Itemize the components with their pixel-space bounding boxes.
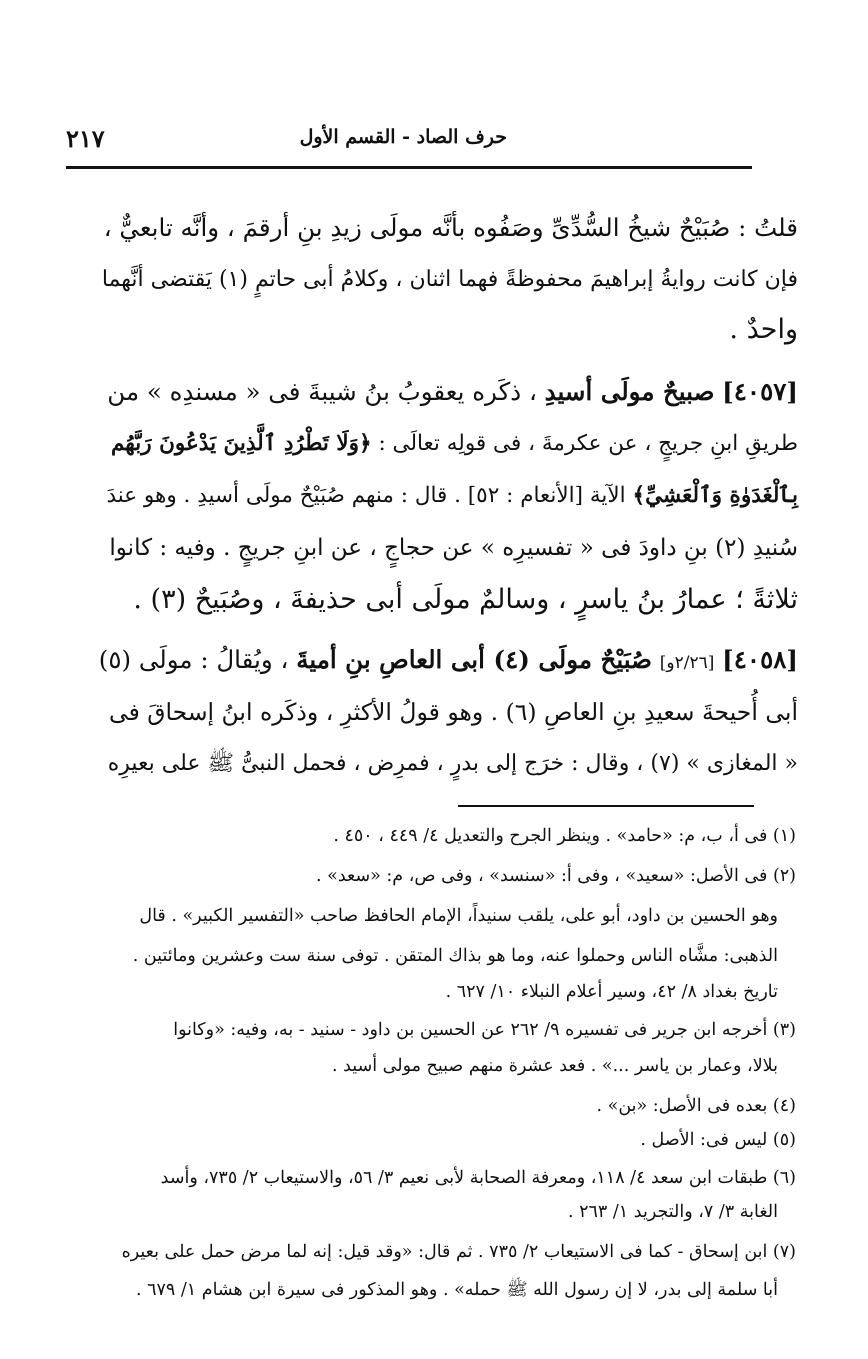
manuscript-ref: [٢/٢٦و] — [659, 653, 715, 673]
entry-4057-line-2 — [111, 424, 798, 466]
footnote-3: (٣) أخرجه ابن جرير فى تفسيره ٩/ ٢٦٢ عن الحسين بن داود - سنيد - به، وفيه: «وكانوا — [173, 1020, 796, 1040]
entry-4057-line-1 — [107, 372, 798, 414]
entry-title: صُبَيْحٌ مولَى (٤) أبى العاصِ بنِ أميةَ — [296, 645, 652, 674]
running-title: حرف الصاد - القسم الأول — [299, 126, 507, 148]
entry-4058-line-3: « المغازى » (٧) ، وقال : خرَج إلى بدرٍ ، فمرِض ، فحمل النبىُّ ﷺ على بعيرِه — [107, 751, 798, 776]
footnote-3-cont: بلالا، وعمار بن ياسر ...» . فعد عشرة منهم صبيح مولى أسيد . — [331, 1056, 778, 1076]
entry-number: [٤٠٥٨] — [722, 645, 798, 674]
footnote-2-cont: تاريخ بغداد ٨/ ٤٢، وسير أعلام النبلاء ١٠/ ٦٢٧ . — [445, 982, 778, 1002]
entry-title: صبيحٌ مولَى أسيدِ — [544, 377, 715, 406]
page-header — [66, 120, 752, 160]
entry-4057-line-5: ثلاثةً ؛ عمارُ بنُ ياسرٍ ، وسالمٌ مولَى أبى حذيفةَ ، وصُبَيحٌ (٣) . — [133, 584, 798, 615]
quran-verse: ﴿وَلَا تَطْرُدِ ٱلَّذِينَ يَدْعُونَ رَبَّهُم — [111, 431, 372, 456]
entry-text: ، ذكَره يعقوبُ بنُ شيبةَ فى « مسندِه » من — [107, 377, 537, 406]
footnote-5: (٥) ليس فى: الأصل . — [640, 1130, 796, 1150]
body-line-2: فإن كانت روايةُ إبراهيمَ محفوظةً فهما اثنان ، وكلامُ أبى حاتمٍ (١) يَقتضى أنَّهما — [101, 267, 798, 292]
header-divider — [66, 166, 752, 169]
entry-4058-line-2: أبى أُحيحةَ سعيدِ بنِ العاصِ (٦) . وهو قولُ الأكثرِ ، وذكَره ابنُ إسحاقَ فى — [108, 698, 798, 726]
entry-4057-line-3 — [106, 476, 798, 518]
footnote-7: (٧) ابن إسحاق - كما فى الاستيعاب ٢/ ٧٣٥ . ثم قال: «وقد قيل: إنه لما مرض حمل على بعيره — [121, 1242, 796, 1262]
footnote-2-cont: الذهبى: مشَّاه الناس وحملوا عنه، وما هو بذاك المتقن . توفى سنة ست وعشرين ومائتين . — [132, 946, 778, 966]
footnote-2-cont: وهو الحسين بن داود، أبو على، يلقب سنيداً، الإمام الحافظ صاحب «التفسير الكبير» . قال — [139, 906, 778, 926]
entry-number: [٤٠٥٧] — [722, 377, 798, 406]
quran-verse: بِٱلْغَدَوٰةِ وَٱلْعَشِيِّ﴾ — [632, 483, 798, 508]
footnote-4: (٤) بعده فى الأصل: «بن» . — [596, 1096, 796, 1116]
page-number: ٢١٧ — [66, 124, 105, 153]
footnote-7-cont: أبا سلمة إلى بدر، لا إن رسول الله ﷺ حمله» . وهو المذكور فى سيرة ابن هشام ١/ ٦٧٩ . — [135, 1280, 778, 1300]
footnote-divider — [458, 805, 754, 807]
entry-text: الآية [الأنعام : ٥٢] . قال : منهم صُبَيْحٌ مولَى أسيدِ . وهو عندَ — [106, 483, 626, 508]
entry-4058-line-1 — [99, 640, 798, 682]
footnote-1: (١) فى أ، ب، م: «حامد» . وينظر الجرح والتعديل ٤/ ٤٤٩ ، ٤٥٠ . — [333, 826, 796, 846]
footnote-2: (٢) فى الأصل: «سعيد» ، وفى أ: «سنسد» ، وفى ص، م: «سعد» . — [316, 866, 796, 886]
entry-text: طريقِ ابنِ جريجٍ ، عن عكرمةَ ، فى قولِه تعالَى : — [378, 431, 798, 456]
body-line-1: قلتُ : صُبَيْحٌ شيخُ السُّدِّىِّ وصَفُوه بأنَّه مولَى زيدِ بنِ أرقمَ ، وأنَّه تابعيٌّ ، — [103, 213, 798, 242]
entry-text: ، ويُقالُ : مولَى (٥) — [98, 645, 289, 674]
body-line-3: واحدٌ . — [729, 314, 798, 345]
entry-4057-line-4: سُنيدِ (٢) بنِ داودَ فى « تفسيرِه » عن حجاجٍ ، عن ابنِ جريجٍ . وفيه : كانوا — [109, 535, 798, 561]
footnote-6-cont: الغابة ٣/ ٧، والتجريد ١/ ٢٦٣ . — [567, 1202, 778, 1222]
footnote-6: (٦) طبقات ابن سعد ٤/ ١١٨، ومعرفة الصحابة لأبى نعيم ٣/ ٥٦، والاستيعاب ٢/ ٧٣٥، وأسد — [160, 1168, 796, 1188]
